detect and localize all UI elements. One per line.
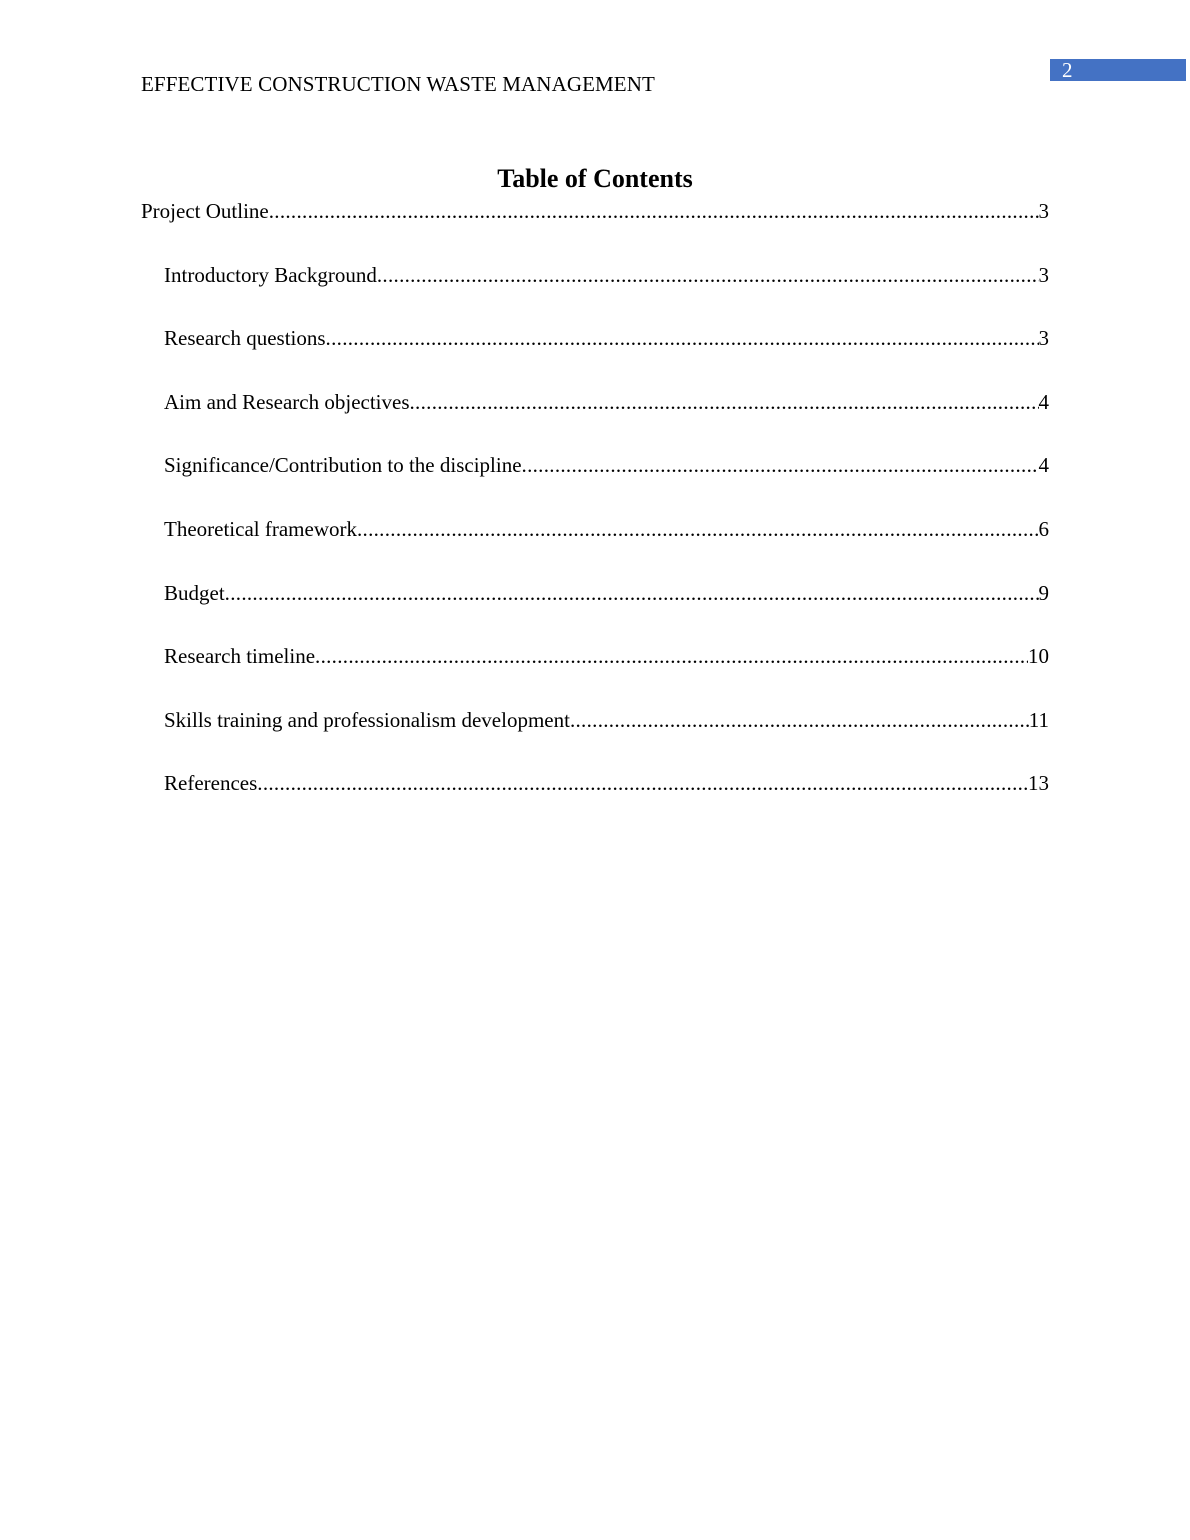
toc-dot-leader — [257, 769, 1028, 797]
toc-entry-page: 9 — [1038, 580, 1049, 605]
toc-entry-introductory-background[interactable] — [164, 261, 1049, 325]
toc-entry-label: References — [164, 771, 258, 796]
toc-entry-page: 10 — [1028, 644, 1049, 669]
toc-title: Table of Contents — [497, 164, 693, 193]
toc-entry-significance-contribution[interactable] — [164, 451, 1049, 515]
toc-dot-leader — [315, 642, 1028, 670]
toc-entry-page: 3 — [1038, 262, 1049, 287]
page-number: 2 — [1062, 58, 1073, 82]
running-head: EFFECTIVE CONSTRUCTION WASTE MANAGEMENT — [141, 72, 655, 96]
toc-entry-page: 6 — [1038, 516, 1049, 541]
toc-entry-label: Skills training and professionalism development — [164, 707, 570, 732]
toc-dot-leader — [269, 197, 1039, 225]
toc-dot-leader — [225, 579, 1039, 607]
toc-entry-label: Research questions — [164, 326, 326, 351]
toc-dot-leader — [522, 451, 1039, 479]
toc-dot-leader — [357, 515, 1039, 543]
toc-entry-label: Aim and Research objectives — [164, 389, 410, 414]
toc-entry-page: 4 — [1038, 453, 1049, 478]
toc-entry-label: Theoretical framework — [164, 516, 357, 541]
toc-dot-leader — [570, 706, 1029, 734]
toc-entry-theoretical-framework[interactable] — [164, 515, 1049, 579]
toc-entry-page: 3 — [1038, 326, 1049, 351]
toc-entry-label: Introductory Background — [164, 262, 377, 287]
toc-entry-research-timeline[interactable] — [164, 642, 1049, 706]
toc-dot-leader — [410, 388, 1039, 416]
toc-entry-budget[interactable] — [164, 579, 1049, 643]
toc-entry-project-outline[interactable] — [141, 197, 1049, 261]
toc-entry-page: 13 — [1028, 771, 1049, 796]
toc-dot-leader — [377, 261, 1039, 289]
page-number-bar — [1050, 59, 1186, 81]
toc-entry-label: Research timeline — [164, 644, 316, 669]
toc-entry-skills-training[interactable] — [164, 706, 1049, 770]
toc-list — [141, 197, 1049, 833]
toc-entry-page: 11 — [1028, 707, 1049, 732]
toc-entry-aim-and-research-objectives[interactable] — [164, 388, 1049, 452]
toc-dot-leader — [326, 324, 1039, 352]
toc-entry-label: Project Outline — [141, 199, 269, 223]
toc-entry-label: Significance/Contribution to the discipline — [164, 453, 522, 478]
toc-entry-research-questions[interactable] — [164, 324, 1049, 388]
toc-entry-page: 4 — [1038, 389, 1049, 414]
toc-entry-page: 3 — [1038, 199, 1049, 223]
toc-entry-label: Budget — [164, 580, 225, 605]
toc-entry-references[interactable] — [164, 769, 1049, 833]
